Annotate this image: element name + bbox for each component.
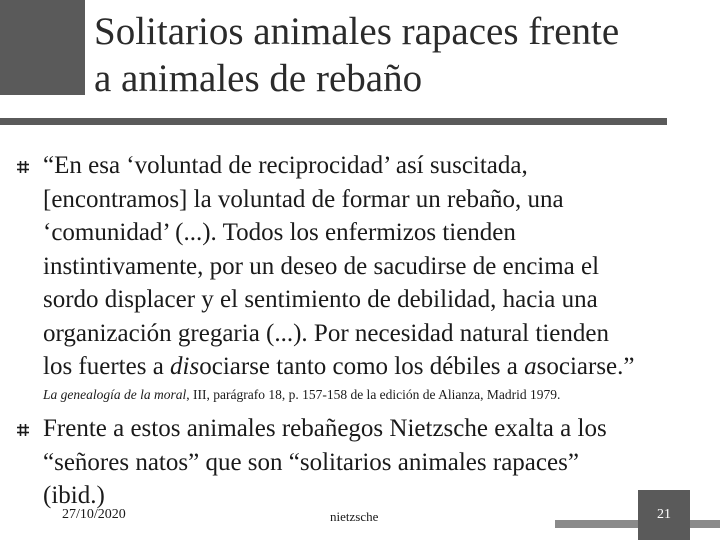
hash-bullet-icon bbox=[16, 160, 30, 174]
slide-title bbox=[94, 8, 714, 102]
quote-line: instintivamente, por un deseo de sacudirse de encima el bbox=[43, 252, 600, 280]
citation bbox=[43, 387, 560, 403]
text-run: ociarse tanto como los débiles a bbox=[199, 353, 525, 380]
footer-topic: nietzsche bbox=[330, 509, 379, 524]
emphasis-dis: dis bbox=[170, 353, 200, 380]
quote-line: ‘comunidad’ (...). Todos los enfermizos tienden bbox=[43, 219, 516, 246]
nietzsche-paragraph bbox=[43, 412, 718, 513]
title-accent-block bbox=[0, 0, 85, 95]
title-line: a animales de rebaño bbox=[94, 57, 423, 100]
footer-date: 27/10/2020 bbox=[62, 507, 126, 522]
quote-line: [encontramos] la voluntad de formar un rebaño, una bbox=[43, 185, 564, 213]
quote-line: organización gregaria (...). Por necesidad natural tienden bbox=[43, 319, 609, 347]
title-line: Solitarios animales rapaces frente bbox=[94, 10, 620, 53]
paragraph-line: “señores natos” que son “solitarios animales rapaces” bbox=[43, 448, 579, 476]
paragraph-line: Frente a estos animales rebañegos Nietzsche exalta a los bbox=[43, 415, 607, 442]
text-run: sociarse.” bbox=[536, 353, 635, 380]
title-divider bbox=[0, 118, 667, 125]
quote-paragraph bbox=[43, 149, 718, 384]
quote-line: “En esa ‘voluntad de reciprocidad’ así suscitada, bbox=[43, 152, 528, 179]
quote-line-last bbox=[43, 350, 718, 384]
quote-line: sordo displacer y el sentimiento de debilidad, hacia una bbox=[43, 286, 598, 313]
text-run: los fuertes a bbox=[43, 353, 171, 380]
page-number: 21 bbox=[657, 507, 671, 522]
emphasis-a: a bbox=[524, 353, 537, 380]
citation-work-title: La genealogía de la moral bbox=[43, 387, 187, 402]
citation-details: , III, parágrafo 18, p. 157-158 de la edición de Alianza, Madrid 1979. bbox=[186, 387, 561, 402]
paragraph-line: (ibid.) bbox=[43, 482, 105, 509]
hash-bullet-icon bbox=[16, 423, 30, 437]
